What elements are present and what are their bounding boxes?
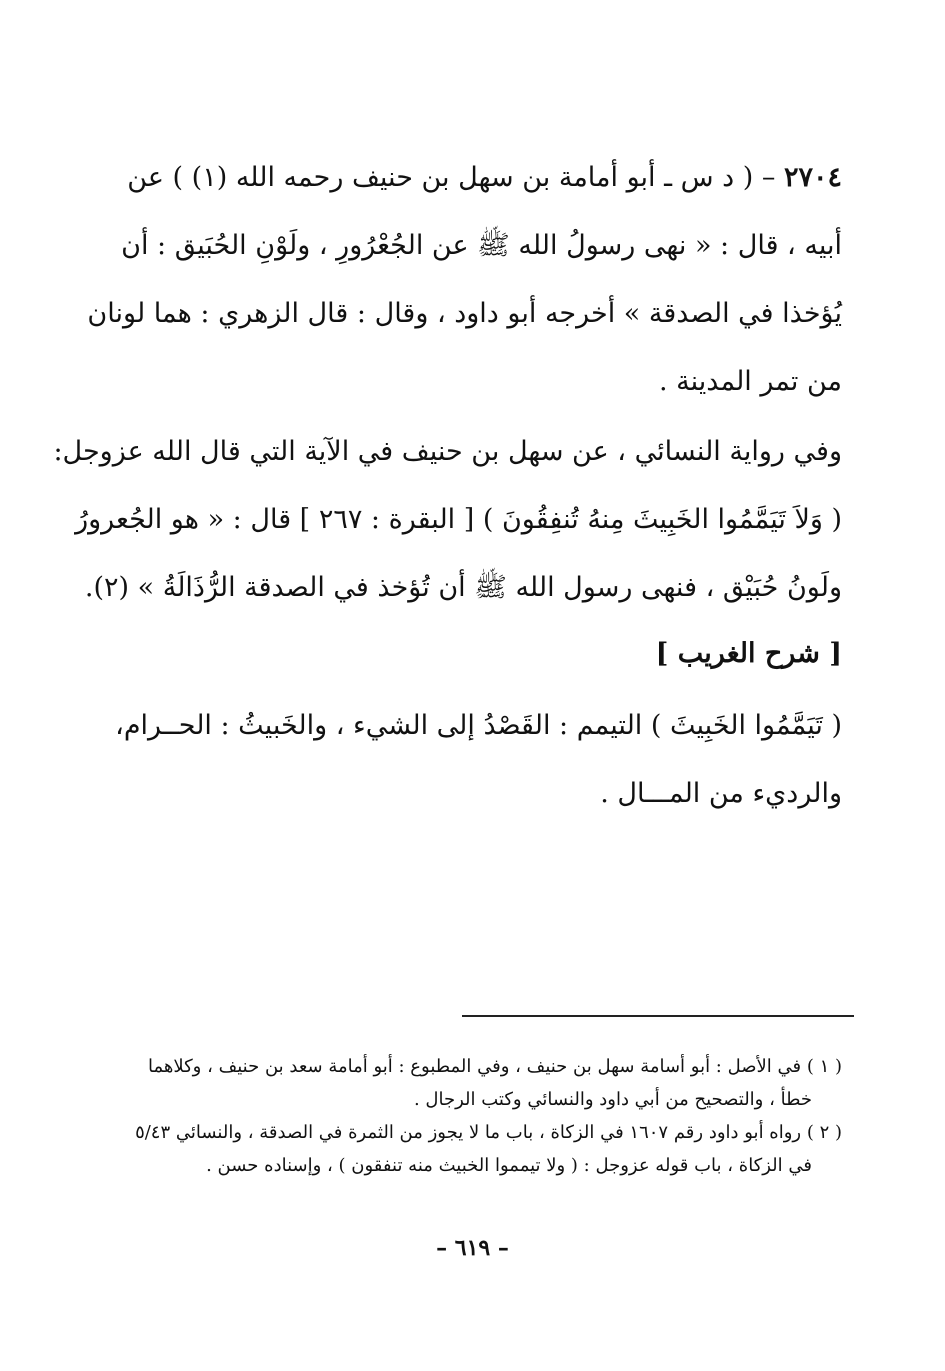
- hadith-line-text: – ( د س ـ أبو أمامة بن سهل بن حنيف رحمه الله (١) ) عن: [127, 162, 776, 193]
- nasai-block: [53, 418, 842, 622]
- hadith-line-2: أبيه ، قال : « نهى رسولُ الله ﷺ عن الجُعْرُورِ ، ولَوْنِ الحُبَيق : أن: [121, 230, 842, 261]
- gharib-line-2: والرديء من المـــال .: [600, 778, 842, 809]
- footnotes: [102, 1050, 842, 1182]
- page-number: – ٦١٩ –: [436, 1235, 509, 1261]
- footnote-line: في الزكاة ، باب قوله عزوجل : ( ولا تيمموا الخبيث منه تنفقون ) ، وإسناده حسن .: [206, 1155, 812, 1176]
- hadith-line-1: [112, 144, 842, 212]
- nasai-line-1: وفي رواية النسائي ، عن سهل بن حنيف في الآية التي قال الله عزوجل:: [53, 436, 842, 467]
- nasai-line-2: ( وَلاَ تَيَمَّمُوا الخَبِيثَ مِنهُ تُنفِقُونَ ) [ البقرة : ٢٦٧ ] قال : « هو الجُعرورُ: [75, 504, 842, 535]
- footnote-divider: [462, 1015, 854, 1017]
- footnote-1: [102, 1050, 842, 1116]
- gharib-block: [112, 692, 842, 828]
- section-heading: [ شرح الغريب ]: [655, 638, 842, 669]
- footnote-2: [102, 1116, 842, 1182]
- hadith-line-3: يُؤخذا في الصدقة » أخرجه أبو داود ، وقال : قال الزهري : هما لونان: [87, 298, 842, 329]
- footnote-line: ( ١ ) في الأصل : أبو أسامة سهل بن حنيف ، وفي المطبوع : أبو أمامة سعد بن حنيف ، وكلاهما: [147, 1056, 842, 1077]
- footnote-line: خطأ ، والتصحيح من أبي داود والنسائي وكتب الرجال .: [413, 1089, 812, 1110]
- hadith-number: ٢٧٠٤: [783, 162, 842, 193]
- footnote-line: ( ٢ ) رواه أبو داود رقم ١٦٠٧ في الزكاة ، باب ما لا يجوز من الثمرة في الصدقة ، والنسائي ٥/٤٣: [135, 1122, 842, 1143]
- gharib-line-1: ( تَيَمَّمُوا الخَبِيثَ ) التيمم : القَصْدُ إلى الشيء ، والخَبيثُ : الحــرام،: [115, 710, 842, 741]
- hadith-line-4: من تمر المدينة .: [658, 366, 842, 397]
- hadith-block: [87, 144, 842, 416]
- nasai-line-3: ولَونُ حُبَيْق ، فنهى رسول الله ﷺ أن تُؤخذ في الصدقة الرُّذَالَةُ » (٢).: [84, 572, 842, 603]
